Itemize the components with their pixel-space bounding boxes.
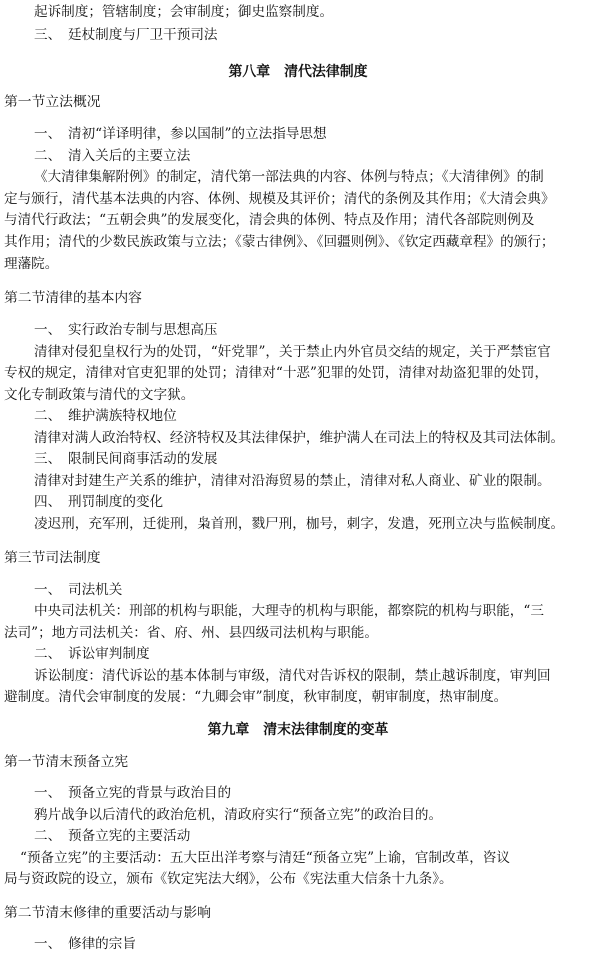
paragraph-line: 凌迟刑，充军刑，迁徙刑，枭首刑，戮尸刑，枷号，刺字，发遣，死刑立决与监候制度。 [34, 516, 565, 532]
section-heading: 第二节清律的基本内容 [4, 290, 142, 306]
paragraph-line: 定与颁行，清代基本法典的内容、体例、规模及其评价；清代的条例及其作用；《大清会典》 [4, 191, 555, 207]
paragraph-line: 《大清律集解附例》的制定，清代第一部法典的内容、体例与特点；《大清律例》的制 [34, 169, 544, 185]
paragraph-line: 其作用；清代的少数民族政策与立法；《蒙古律例》、《回疆则例》、《钦定西藏章程》的颁行； [4, 234, 555, 250]
list-item: 四、 刑罚制度的变化 [34, 494, 164, 510]
paragraph-line: 清律对侵犯皇权行为的处罚，“奸党罪”，关于禁止内外官员交结的规定，关于严禁宦官 [34, 344, 551, 360]
paragraph-line: 清律对封建生产关系的维护，清律对沿海贸易的禁止，清律对私人商业、矿业的限制。 [34, 473, 551, 489]
list-item: 一、 实行政治专制与思想高压 [34, 322, 218, 338]
paragraph-line: “预备立宪”的主要活动：五大臣出洋考察与清廷“预备立宪”上谕，官制改革，咨议 [20, 850, 510, 866]
text-line: 起诉制度；管辖制度；会审制度；御史监察制度。 [34, 4, 334, 20]
paragraph-line: 文化专制政策与清代的文字狱。 [4, 387, 195, 403]
list-item: 一、 预备立宪的背景与政治目的 [34, 785, 232, 801]
list-item: 一、 修律的宗旨 [34, 936, 136, 952]
paragraph-line: 法司”；地方司法机关：省、府、州、县四级司法机构与职能。 [4, 625, 378, 641]
section-heading: 第二节清末修律的重要活动与影响 [4, 905, 211, 921]
list-item: 二、 诉讼审判制度 [34, 646, 150, 662]
section-heading: 第一节清末预备立宪 [4, 754, 129, 770]
chapter-title: 第八章 清代法律制度 [228, 64, 368, 80]
paragraph-line: 避制度。清代会审制度的发展：“九卿会审”制度，秋审制度，朝审制度，热审制度。 [4, 689, 508, 705]
section-heading: 第一节立法概况 [4, 94, 101, 110]
chapter-title: 第九章 清末法律制度的变革 [207, 722, 389, 738]
list-item: 三、 廷杖制度与厂卫干预司法 [34, 27, 218, 43]
list-item: 二、 预备立宪的主要活动 [34, 828, 191, 844]
list-item: 二、 清入关后的主要立法 [34, 148, 191, 164]
paragraph-line: 清律对满人政治特权、经济特权及其法律保护，维护满人在司法上的特权及其司法体制。 [34, 430, 565, 446]
section-heading: 第三节司法制度 [4, 550, 101, 566]
paragraph-line: 与清代行政法；“五朝会典”的发展变化，清会典的体例、特点及作用；清代各部院则例及 [4, 212, 535, 228]
paragraph-line: 中央司法机关：刑部的机构与职能，大理寺的机构与职能，都察院的机构与职能，“三 [34, 603, 544, 619]
list-item: 一、 清初“详译明律，参以国制”的立法指导思想 [34, 126, 327, 142]
paragraph-line: 局与资政院的设立，颁布《钦定宪法大纲》，公布《宪法重大信条十九条》。 [4, 871, 453, 887]
paragraph-line: 专权的规定，清律对官吏犯罪的处罚；清律对“十恶”犯罪的处罚，清律对劫盗犯罪的处罚， [4, 365, 549, 381]
paragraph-line: 鸦片战争以后清代的政治危机，清政府实行“预备立宪”的政治目的。 [34, 807, 443, 823]
paragraph-line: 诉讼制度：清代诉讼的基本体制与审级，清代对告诉权的限制，禁止越诉制度，审判回 [34, 668, 551, 684]
paragraph-line: 理藩院。 [4, 256, 59, 272]
list-item: 三、 限制民间商事活动的发展 [34, 451, 218, 467]
list-item: 一、 司法机关 [34, 582, 123, 598]
list-item: 二、 维护满族特权地位 [34, 408, 177, 424]
